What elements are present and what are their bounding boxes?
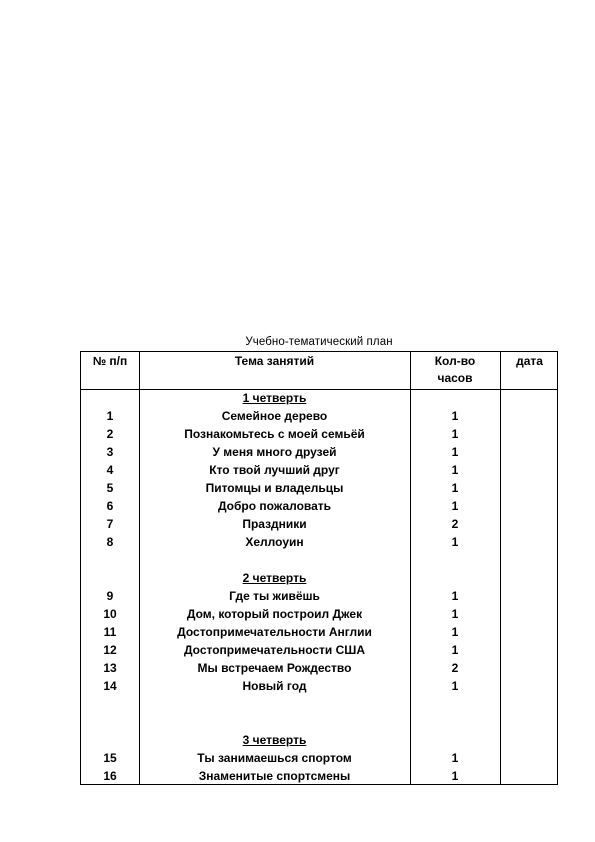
table-row: [81, 515, 557, 533]
row-hours: 1: [451, 427, 459, 441]
row-number: 4: [106, 463, 114, 477]
table-row: [81, 623, 557, 641]
table-row: [81, 479, 557, 497]
row-topic: Питомцы и владельцы: [205, 481, 344, 495]
row-topic: Мы встречаем Рождество: [197, 661, 352, 675]
row-hours: 1: [451, 751, 459, 765]
row-hours: 1: [451, 499, 459, 513]
row-hours: 1: [451, 535, 459, 549]
row-number: 3: [106, 445, 114, 459]
row-number: 11: [103, 625, 117, 639]
row-topic: Достопримечательности США: [183, 643, 366, 657]
table-row: [81, 677, 557, 695]
row-number: 16: [103, 769, 117, 783]
table-row: [81, 497, 557, 515]
quarter-row: [81, 731, 557, 749]
header-hours-line1: Кол-во: [434, 354, 476, 368]
quarter-label: 2 четверть: [242, 571, 307, 585]
row-number: 9: [106, 589, 114, 603]
table-row: [81, 605, 557, 623]
row-hours: 1: [451, 625, 459, 639]
row-hours: 1: [451, 463, 459, 477]
quarter-row: [81, 389, 557, 407]
header-hours-line2: часов: [437, 371, 473, 385]
table-row: [81, 659, 557, 677]
row-topic: Хеллоуин: [245, 535, 304, 549]
row-number: 2: [106, 427, 114, 441]
row-number: 7: [106, 517, 114, 531]
table-row: [81, 443, 557, 461]
table-row: [81, 425, 557, 443]
row-hours: 1: [451, 409, 459, 423]
row-topic: Дом, который построил Джек: [186, 607, 363, 621]
row-hours: 2: [451, 517, 459, 531]
curriculum-table: [80, 351, 558, 785]
table-row: [81, 587, 557, 605]
row-hours: 1: [451, 589, 459, 603]
table-row: [81, 461, 557, 479]
table-row: [81, 533, 557, 551]
row-hours: 2: [451, 661, 459, 675]
row-topic: Новый год: [242, 679, 307, 693]
row-number: 13: [103, 661, 117, 675]
quarter-label: 3 четверть: [242, 733, 307, 747]
row-hours: 1: [451, 445, 459, 459]
header-hours: [410, 352, 500, 387]
row-number: 1: [106, 409, 114, 423]
row-topic: Семейное дерево: [221, 409, 328, 423]
row-number: 15: [103, 751, 117, 765]
row-number: 12: [103, 643, 117, 657]
row-topic: Кто твой лучший друг: [209, 463, 340, 477]
table-row: [81, 407, 557, 425]
table-row: [81, 641, 557, 659]
row-hours: 1: [451, 643, 459, 657]
table-row: [81, 749, 557, 767]
table-row: [81, 767, 557, 785]
header-date: дата: [516, 354, 543, 368]
quarter-label: 1 четверть: [242, 391, 307, 405]
row-number: 8: [106, 535, 114, 549]
row-hours: 1: [451, 607, 459, 621]
quarter-row: [81, 569, 557, 587]
row-hours: 1: [451, 769, 459, 783]
row-topic: Познакомьтесь с моей семьёй: [184, 427, 365, 441]
header-topic: Тема занятий: [234, 354, 315, 368]
row-topic: Знаменитые спортсмены: [198, 769, 351, 783]
row-number: 10: [103, 607, 117, 621]
header-num: № п/п: [92, 354, 128, 368]
row-topic: Ты занимаешься спортом: [197, 751, 352, 765]
row-number: 14: [103, 679, 117, 693]
row-number: 5: [106, 481, 114, 495]
row-topic: Праздники: [242, 517, 307, 531]
row-topic: Где ты живёшь: [229, 589, 320, 603]
row-number: 6: [106, 499, 114, 513]
row-hours: 1: [451, 679, 459, 693]
row-topic: Достопримечательности Англии: [177, 625, 372, 639]
row-topic: У меня много друзей: [212, 445, 337, 459]
row-hours: 1: [451, 481, 459, 495]
row-topic: Добро пожаловать: [217, 499, 332, 513]
table-caption: Учебно-тематический план: [245, 336, 393, 348]
